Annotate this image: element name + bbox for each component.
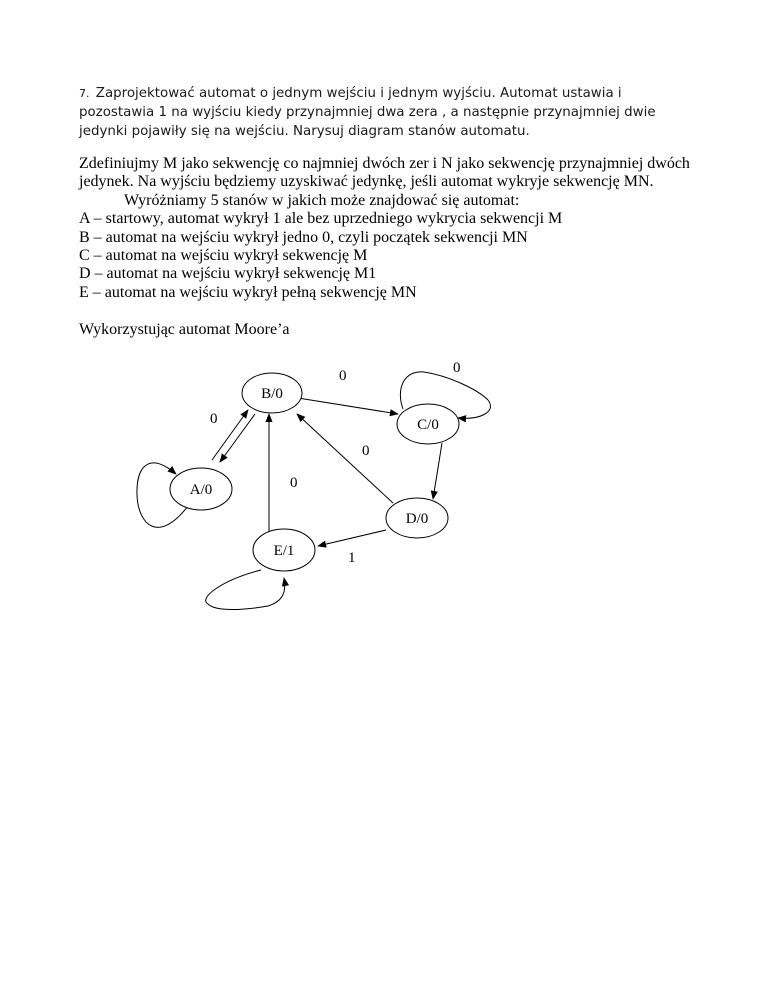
edge-label-c-self: 0 <box>453 360 461 376</box>
state-description-d: D – automat na wejściu wykrył sekwencję M1 <box>79 265 377 283</box>
self-loop-e <box>206 570 285 610</box>
edge-label-b-to-c: 0 <box>339 368 347 384</box>
edge-label-c-to-d: 0 <box>362 443 370 459</box>
state-label-a: A/0 <box>189 482 213 498</box>
state-label-b: B/0 <box>261 386 283 402</box>
edge-c-to-d <box>433 443 442 499</box>
edge-label-d-to-b: 0 <box>290 475 298 491</box>
states-intro: Wyróżniamy 5 stanów w jakich może znajdować się automat: <box>124 191 520 209</box>
task-text: Zaprojektować automat o jednym wejściu i jednym wyjściu. Automat ustawia i pozostawia 1 na wyjściu kiedy przynajmniej dwa zera , a następnie przynajmniej dwie jedynki pojawiły się na wejściu. Narysuj diagram stanów automatu. <box>79 86 656 139</box>
task-number: 7. <box>79 87 90 100</box>
state-description-b: B – automat na wejściu wykrył jedno 0, czyli początek sekwencji MN <box>79 228 528 246</box>
moore-caption: Wykorzystując automat Moore’a <box>79 321 290 338</box>
edge-b-to-c <box>298 398 398 414</box>
edge-label-d-to-e: 1 <box>348 550 356 566</box>
state-label-d: D/0 <box>405 511 429 527</box>
edge-label-a-to-b: 0 <box>210 411 218 427</box>
state-label-c: C/0 <box>417 417 439 433</box>
state-description-c: C – automat na wejściu wykrył sekwencję M <box>79 247 368 265</box>
state-description-a: A – startowy, automat wykrył 1 ale bez uprzedniego wykrycia sekwencji M <box>79 210 563 228</box>
state-description-e: E – automat na wejściu wykrył pełną sekwencję MN <box>79 283 417 301</box>
state-label-e: E/1 <box>273 543 295 559</box>
edge-d-to-b <box>297 414 393 503</box>
edge-d-to-e <box>318 530 386 546</box>
intro-paragraph: Zdefiniujmy M jako sekwencję co najmniej dwóch zer i N jako sekwencję przynajmniej dwóch jedynek. Na wyjściu będziemy uzyskiwać jedynkę, jeśli automat wykryje sekwencję MN. <box>79 155 690 191</box>
edge-b-to-a <box>220 414 255 462</box>
